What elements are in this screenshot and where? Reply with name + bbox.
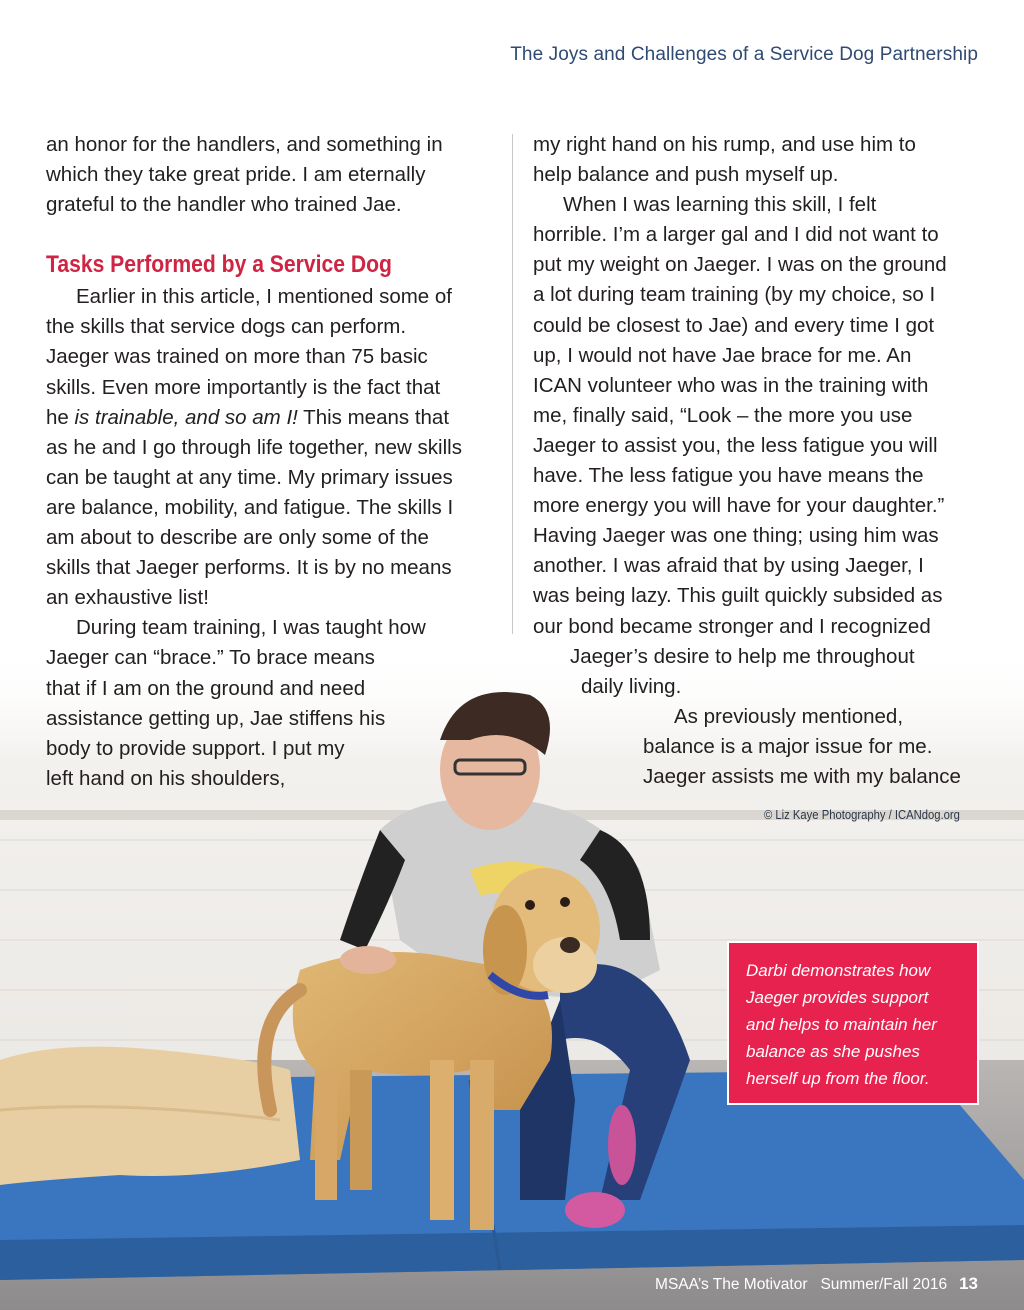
text-line: an exhaustive list!	[46, 586, 209, 610]
paragraph-balance	[533, 702, 993, 792]
text-line: can be taught at any time. My primary issues	[46, 465, 453, 489]
text-line: As previously mentioned,	[674, 704, 904, 728]
text-line: are balance, mobility, and fatigue. The skills I	[46, 495, 454, 519]
text-line: was being lazy. This guilt quickly subsided as	[533, 584, 943, 608]
text-line: During team training, I was taught how	[76, 616, 426, 640]
publication-name: MSAA’s The Motivator Summer/Fall 2016	[655, 1276, 948, 1293]
text-line: horrible. I’m a larger gal and I did not want to	[533, 223, 939, 247]
text-line: up, I would not have Jae brace for me. An	[533, 343, 912, 367]
running-head: The Joys and Challenges of a Service Dog Partnership	[510, 44, 978, 65]
paragraph-continuation	[533, 130, 993, 190]
paragraph-skills	[46, 282, 496, 613]
page-footer	[655, 1274, 978, 1294]
text-line: Jaeger can “brace.” To brace means	[46, 646, 375, 670]
paragraph-brace	[46, 613, 496, 794]
text-line: another. I was afraid that by using Jaeger, I	[533, 554, 924, 578]
text-line: could be closest to Jae) and every time I got	[533, 313, 935, 337]
text-line: an honor for the handlers, and something in	[46, 133, 443, 156]
caption-line: balance as she pushes	[746, 1042, 920, 1061]
text-line: as he and I go through life together, new skills	[46, 435, 462, 459]
text-line: Earlier in this article, I mentioned some of	[76, 285, 452, 309]
text-line: grateful to the handler who trained Jae.	[46, 193, 402, 217]
text-line: am about to describe are only some of the	[46, 526, 429, 550]
text-line: the skills that service dogs can perform.	[46, 315, 407, 339]
italic-phrase: is trainable, and so am I!	[74, 405, 298, 429]
text-line: Jaeger assists me with my balance	[643, 764, 961, 788]
caption-line: Darbi demonstrates how	[746, 961, 931, 980]
text-line: left hand on his shoulders,	[46, 766, 286, 790]
text-line: our bond became stronger and I recognized	[533, 614, 931, 638]
text-line: daily living.	[581, 674, 682, 698]
text-line: Jaeger’s desire to help me throughout	[570, 644, 915, 668]
text-line: which they take great pride. I am eternally	[46, 163, 426, 187]
section-heading: Tasks Performed by a Service Dog	[46, 251, 392, 279]
text-line: that if I am on the ground and need	[46, 676, 366, 700]
column-divider	[512, 134, 513, 634]
text-line: Jaeger to assist you, the less fatigue you will	[533, 433, 938, 457]
caption-line: herself up from the floor.	[746, 1069, 930, 1088]
paragraph-learning	[533, 190, 993, 702]
text-line: put my weight on Jaeger. I was on the ground	[533, 253, 947, 277]
text-fragment: This means that	[297, 405, 450, 429]
text-line: When I was learning this skill, I felt	[563, 193, 877, 217]
text-line: body to provide support. I put my	[46, 736, 345, 760]
text-line: Having Jaeger was one thing; using him was	[533, 524, 939, 548]
text-line: balance is a major issue for me.	[643, 734, 933, 758]
text-line: help balance and push myself up.	[533, 163, 839, 187]
text-line: ICAN volunteer who was in the training with	[533, 373, 929, 397]
photo-caption	[727, 941, 979, 1105]
text-line: me, finally said, “Look – the more you use	[533, 403, 913, 427]
paragraph-continuation	[46, 130, 496, 220]
text-line: assistance getting up, Jae stiffens his	[46, 706, 386, 730]
text-fragment: he	[46, 405, 75, 429]
caption-line: Jaeger provides support	[746, 988, 929, 1007]
caption-line: and helps to maintain her	[746, 1015, 937, 1034]
page-number: 13	[959, 1274, 978, 1293]
text-line: more energy you will have for your daughter.”	[533, 494, 945, 518]
text-line: Jaeger was trained on more than 75 basic	[46, 345, 428, 369]
text-line: have. The less fatigue you have means the	[533, 464, 924, 488]
left-column	[46, 130, 496, 794]
text-line: a lot during team training (by my choice, so I	[533, 283, 936, 307]
text-line: skills that Jaeger performs. It is by no means	[46, 556, 452, 580]
text-line: my right hand on his rump, and use him to	[533, 133, 916, 156]
text-line: skills. Even more importantly is the fact that	[46, 375, 441, 399]
right-column	[533, 130, 993, 792]
photo-credit: © Liz Kaye Photography / ICANdog.org	[764, 808, 960, 822]
